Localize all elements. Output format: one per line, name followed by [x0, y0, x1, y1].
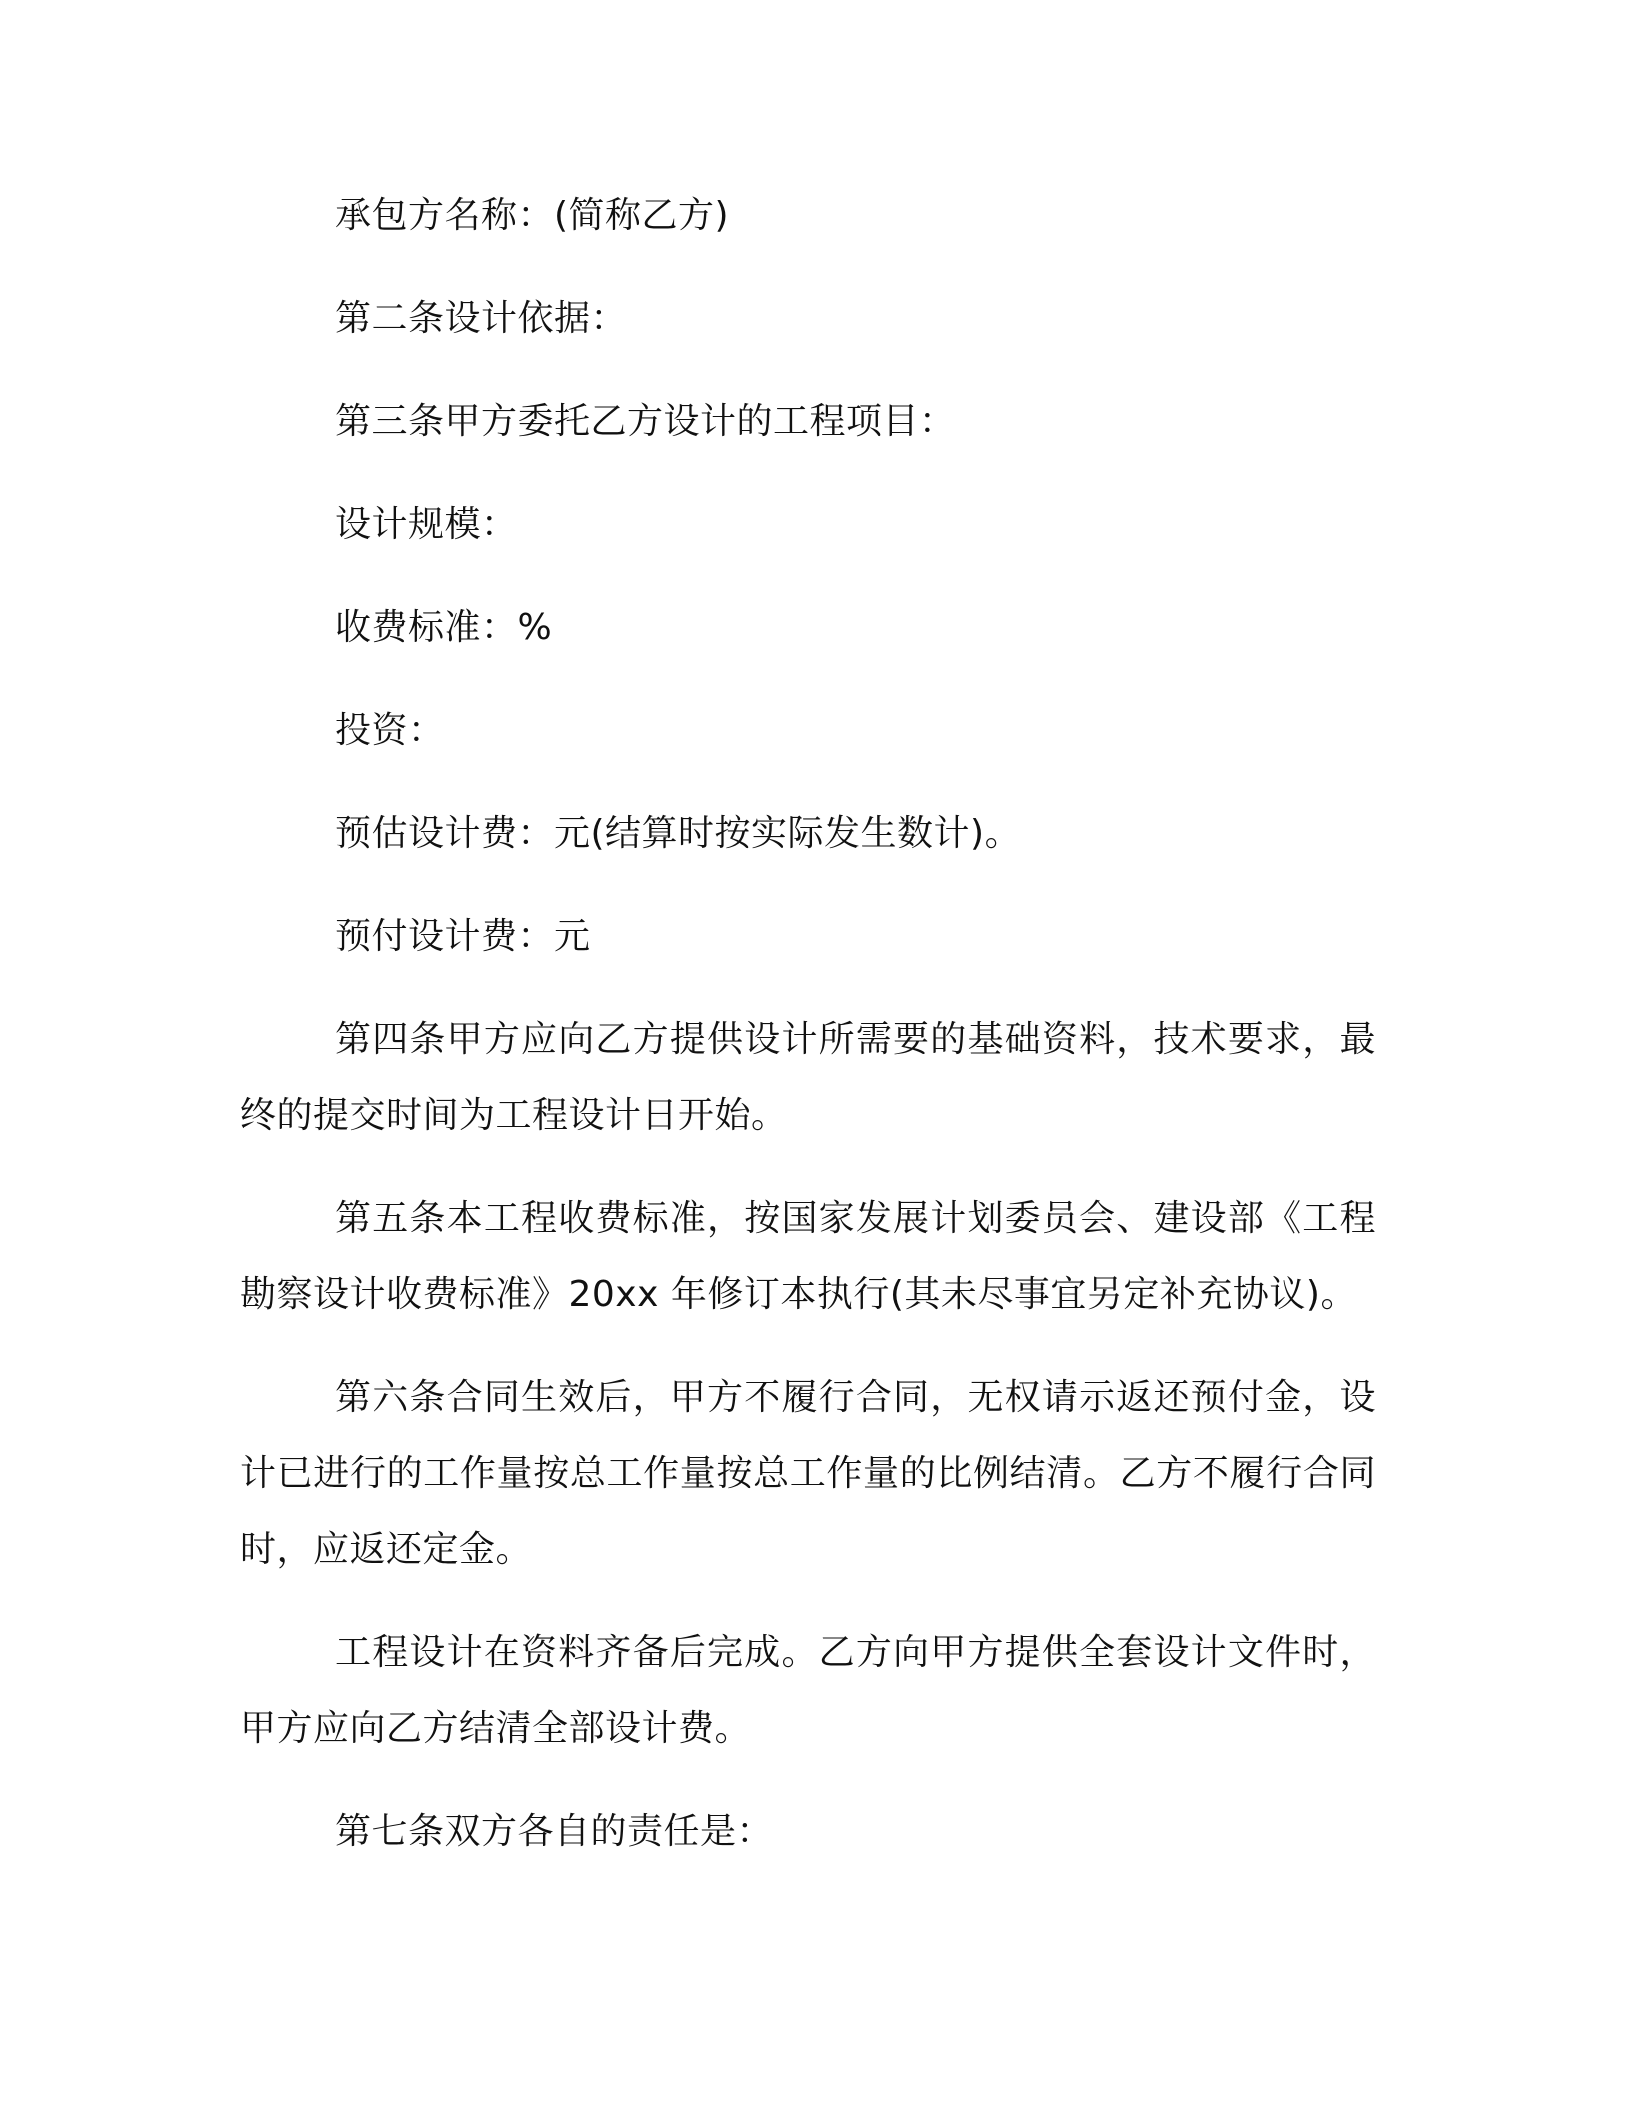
paragraph-article-3: 第三条甲方委托乙方设计的工程项目：: [335, 401, 956, 442]
paragraph-article-2: 第二条设计依据：: [335, 298, 628, 339]
paragraph-investment: 投资：: [335, 710, 445, 751]
document-body: [240, 178, 1376, 1897]
paragraph-estimated-fee: 预估设计费：元(结算时按实际发生数计)。: [335, 813, 1022, 854]
paragraph-design-scale: 设计规模：: [335, 504, 518, 545]
paragraph-fee-standard: 收费标准：%: [335, 607, 553, 648]
paragraph-article-5: 第五条本工程收费标准，按国家发展计划委员会、建设部《工程勘察设计收费标准》20xx 年修订本执行(其未尽事宜另定补充协议)。: [240, 1198, 1376, 1315]
paragraph-contractor-name: 承包方名称：(简称乙方): [335, 195, 730, 236]
paragraph-article-6: 第六条合同生效后，甲方不履行合同，无权请示返还预付金，设计已进行的工作量按总工作量按总工作量的比例结清。乙方不履行合同时，应返还定金。: [240, 1377, 1376, 1570]
paragraph-completion-terms: 工程设计在资料齐备后完成。乙方向甲方提供全套设计文件时，甲方应向乙方结清全部设计费。: [240, 1632, 1376, 1749]
paragraph-article-7: 第七条双方各自的责任是：: [335, 1811, 774, 1852]
paragraph-prepaid-fee: 预付设计费：元: [335, 916, 591, 957]
paragraph-article-4: 第四条甲方应向乙方提供设计所需要的基础资料，技术要求，最终的提交时间为工程设计日开始。: [240, 1019, 1376, 1136]
